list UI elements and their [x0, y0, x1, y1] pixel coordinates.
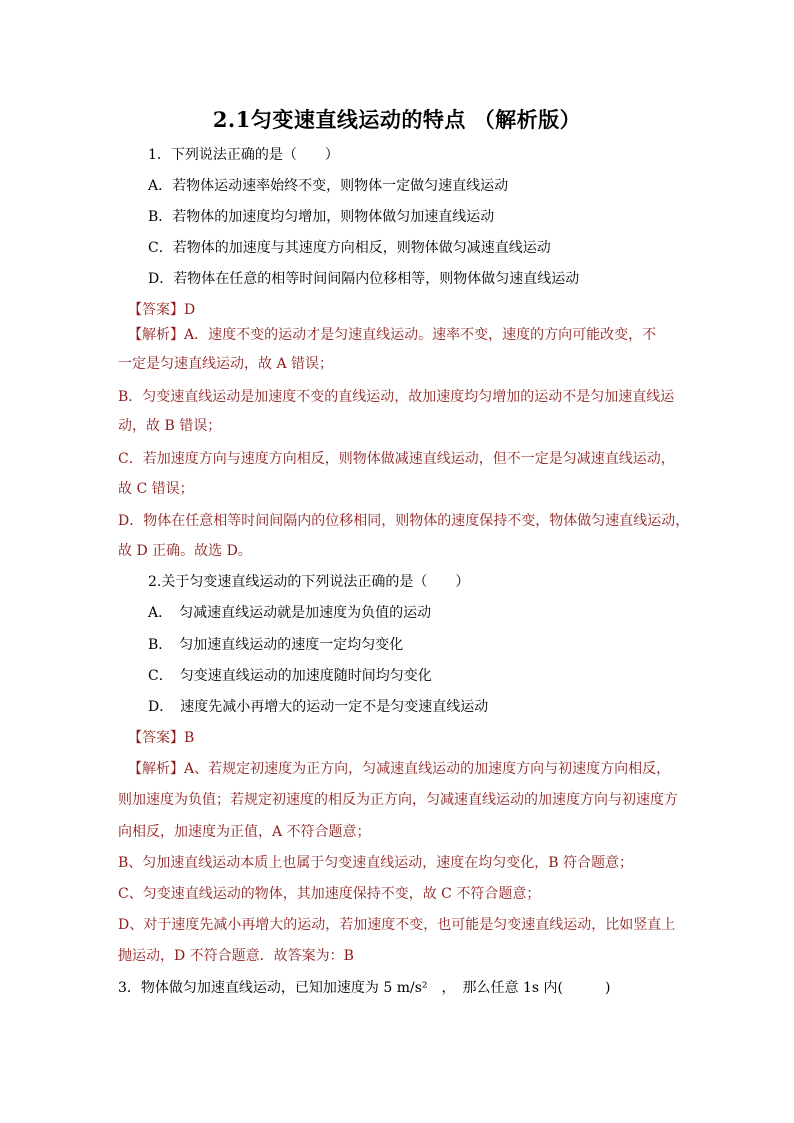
q1-option-c: C．若物体的加速度与其速度方向相反，则物体做匀减速直线运动	[148, 240, 551, 256]
q2-analysis-line-2: 则加速度为负值；若规定初速度的相反为正方向，匀减速直线运动的加速度方向与初速度方	[118, 792, 678, 808]
q2-analysis-line-5: C、匀变速直线运动的物体，其加速度保持不变，故 C 不符合题意；	[118, 886, 541, 902]
q3-stem: 3．物体做匀加速直线运动，已知加速度为 5 m/s² ， 那么任意 1s 内( )	[118, 980, 611, 996]
q1-stem: 1．下列说法正确的是（ ）	[148, 147, 339, 163]
q2-analysis-line-4: B、匀加速直线运动本质上也属于匀变速直线运动，速度在均匀变化，B 符合题意；	[118, 855, 634, 871]
q2-stem: 2.关于匀变速直线运动的下列说法正确的是（ ）	[148, 574, 470, 590]
q2-answer-value: B	[184, 730, 195, 746]
q1-option-a: A．若物体运动速率始终不变，则物体一定做匀速直线运动	[148, 178, 509, 194]
q1-option-d: D．若物体在任意的相等时间间隔内位移相等，则物体做匀速直线运动	[148, 271, 580, 287]
q1-analysis-label: 【解析】	[128, 327, 184, 343]
q2-analysis-line-7: 抛运动，D 不符合题意．故答案为：B	[118, 948, 354, 964]
q1-analysis-text-1: A．速度不变的运动才是匀速直线运动。速率不变，速度的方向可能改变，不	[184, 327, 657, 343]
q1-analysis-line-5: C．若加速度方向与速度方向相反，则物体做减速直线运动，但不一定是匀减速直线运动，	[118, 451, 675, 467]
q2-answer-label: 【答案】	[128, 730, 184, 746]
q2-analysis-line-6: D、对于速度先减小再增大的运动，若加速度不变，也可能是匀变速直线运动，比如竖直上	[118, 917, 676, 933]
q1-analysis-line-4: 动，故 B 错误；	[118, 418, 222, 434]
q1-answer-value: D	[184, 302, 196, 318]
q1-analysis-line-6: 故 C 错误；	[118, 481, 194, 497]
q2-option-d: D． 速度先减小再增大的运动一定不是匀变速直线运动	[148, 699, 489, 715]
q1-option-b: B．若物体的加速度均匀增加，则物体做匀加速直线运动	[148, 209, 495, 225]
q1-analysis-line-3: B．匀变速直线运动是加速度不变的直线运动，故加速度均匀增加的运动不是匀加速直线运	[118, 389, 675, 405]
q1-answer	[128, 300, 195, 320]
q1-analysis-line-2: 一定是匀速直线运动，故 A 错误；	[118, 356, 334, 372]
q2-analysis-line-3: 向相反，加速度为正值，A 不符合题意；	[118, 824, 371, 840]
q1-analysis-line-8: 故 D 正确。故选 D。	[118, 543, 252, 559]
q1-analysis-line-1	[128, 325, 656, 345]
page-title: 2.1匀变速直线运动的特点 （解析版）	[212, 107, 582, 132]
q1-answer-label: 【答案】	[128, 302, 184, 318]
q2-analysis-text-1: A、若规定初速度为正方向，匀减速直线运动的加速度方向与初速度方向相反，	[184, 761, 671, 777]
q1-analysis-line-7: D．物体在任意相等时间间隔内的位移相同，则物体的速度保持不变，物体做匀速直线运动，	[118, 513, 690, 529]
q2-analysis-label: 【解析】	[128, 761, 184, 777]
q2-option-a: A． 匀减速直线运动就是加速度为负值的运动	[148, 605, 432, 621]
q2-option-c: C． 匀变速直线运动的加速度随时间均匀变化	[148, 668, 432, 684]
q2-analysis-line-1	[128, 759, 670, 779]
q2-option-b: B． 匀加速直线运动的速度一定均匀变化	[148, 637, 404, 653]
q2-answer	[128, 728, 194, 748]
